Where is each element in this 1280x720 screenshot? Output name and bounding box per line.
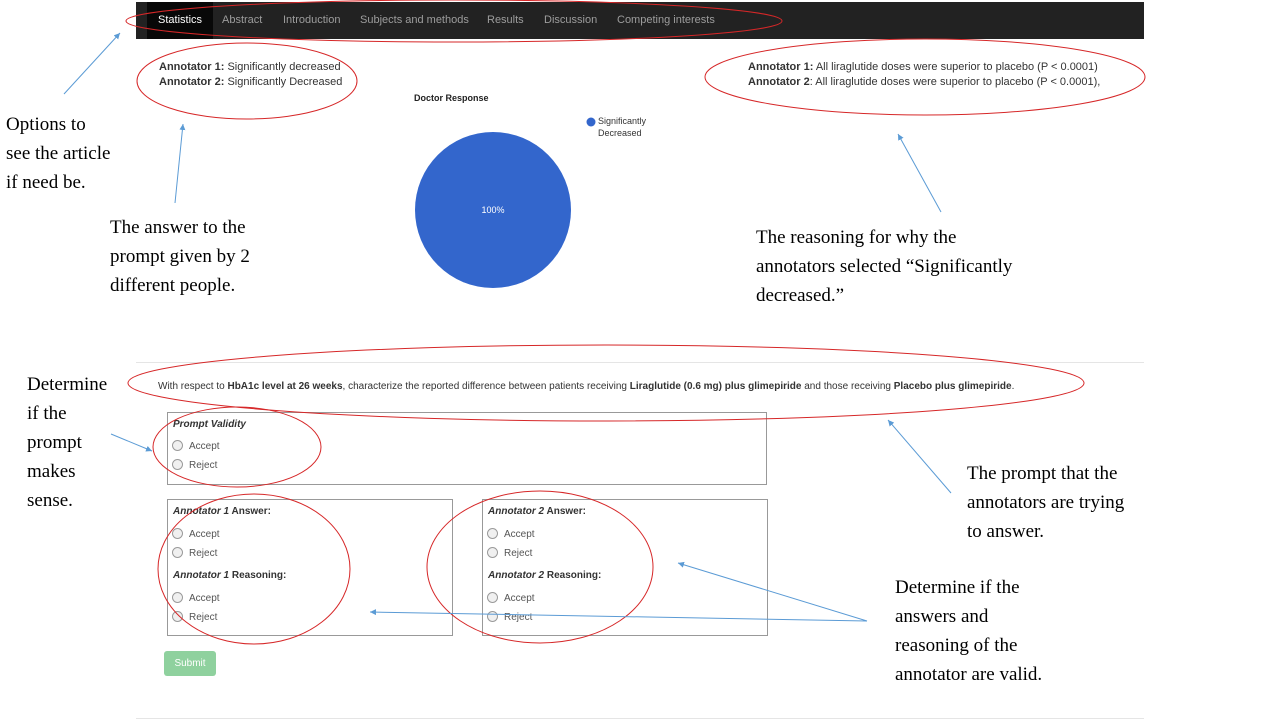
tab-abstract[interactable]: Abstract: [222, 14, 263, 26]
annotator-2-answer-title: Annotator 2 Answer:: [488, 506, 586, 517]
ellipse-reasoning: [705, 39, 1145, 115]
annotator-2-reasoning-accept-option[interactable]: Accept: [487, 592, 535, 606]
annotator-2-answer-label: Annotator 2:: [159, 76, 225, 88]
pie-slice-label: 100%: [481, 205, 505, 215]
annotator-1-answer-label: Annotator 1:: [159, 61, 225, 73]
annotator-1-reasoning-label: Annotator 1:: [748, 61, 814, 73]
tab-statistics[interactable]: Statistics: [147, 2, 213, 39]
legend-line-2: Decreased: [598, 128, 642, 138]
annotator-2-reasoning-value: : All liraglutide doses were superior to placebo (P < 0.0001),: [809, 76, 1101, 88]
annotator-2-reasoning-title: Annotator 2 Reasoning:: [488, 570, 602, 581]
note-options: Options to see the article if need be.: [6, 114, 111, 193]
note-prompt: The prompt that the annotators are trying to answer.: [967, 463, 1125, 542]
annotator-2-reasoning-reject-option[interactable]: Reject: [487, 611, 532, 625]
ellipse-validity: [153, 407, 321, 487]
annotator-1-answer-value: Significantly decreased: [224, 61, 341, 73]
arrow-prompt: [888, 420, 951, 493]
note-reasoning: The reasoning for why the annotators selected “Significantly decreased.”: [756, 227, 1013, 306]
prompt-validity-accept-option[interactable]: Accept: [172, 440, 220, 454]
annotator-2-answer-reject-option[interactable]: Reject: [487, 547, 532, 561]
legend-line-1: Significantly: [598, 116, 647, 126]
chart-title: Doctor Response: [414, 93, 489, 103]
arrow-answer: [175, 124, 183, 203]
ellipse-annotator-2: [427, 491, 653, 643]
annotator-2-reasoning-label: Annotator 2: [748, 76, 810, 88]
arrow-reasoning: [898, 134, 941, 212]
ellipse-prompt: [128, 345, 1084, 421]
ellipse-annotator-1: [158, 494, 350, 644]
annotator-2-answer-accept-option[interactable]: Accept: [487, 528, 535, 542]
annotator-1-answer-title: Annotator 1 Answer:: [173, 506, 271, 517]
ellipse-answers: [137, 43, 357, 119]
arrow-options: [64, 33, 120, 94]
prompt-text: With respect to HbA1c level at 26 weeks, characterize the reported difference between patients receiving Liraglutide (0.6 mg) plus glimepiride and those receiving Placebo plus glimepiride.: [158, 381, 1015, 392]
note-validity: Determine if the prompt makes sense.: [27, 374, 108, 511]
annotator-1-answer-accept-option[interactable]: Accept: [172, 528, 220, 542]
note-answer: The answer to the prompt given by 2 different people.: [110, 217, 250, 296]
annotator-1-reasoning-reject-option[interactable]: Reject: [172, 611, 217, 625]
tab-discussion[interactable]: Discussion: [544, 14, 598, 26]
tab-introduction[interactable]: Introduction: [283, 14, 341, 26]
annotator-1-reasoning-value: All liraglutide doses were superior to placebo (P < 0.0001): [813, 61, 1098, 73]
note-answers-valid: Determine if the answers and reasoning of the annotator are valid.: [895, 577, 1043, 685]
annotator-2-answer-value: Significantly Decreased: [224, 76, 343, 88]
tab-competing-interests[interactable]: Competing interests: [617, 14, 715, 26]
arrow-annotator-2: [678, 563, 867, 621]
arrow-annotator-1: [370, 612, 867, 621]
tab-results[interactable]: Results: [487, 14, 524, 26]
tab-subjects-and-methods[interactable]: Subjects and methods: [360, 14, 469, 26]
submit-button[interactable]: Submit: [164, 651, 216, 676]
ellipse-nav: [126, 0, 782, 42]
annotator-1-reasoning-title: Annotator 1 Reasoning:: [173, 570, 287, 581]
prompt-validity-title: Prompt Validity: [173, 419, 246, 430]
prompt-validity-reject-option[interactable]: Reject: [172, 459, 217, 473]
annotator-1-answer-reject-option[interactable]: Reject: [172, 547, 217, 561]
arrow-validity: [111, 434, 152, 451]
annotator-1-reasoning-accept-option[interactable]: Accept: [172, 592, 220, 606]
